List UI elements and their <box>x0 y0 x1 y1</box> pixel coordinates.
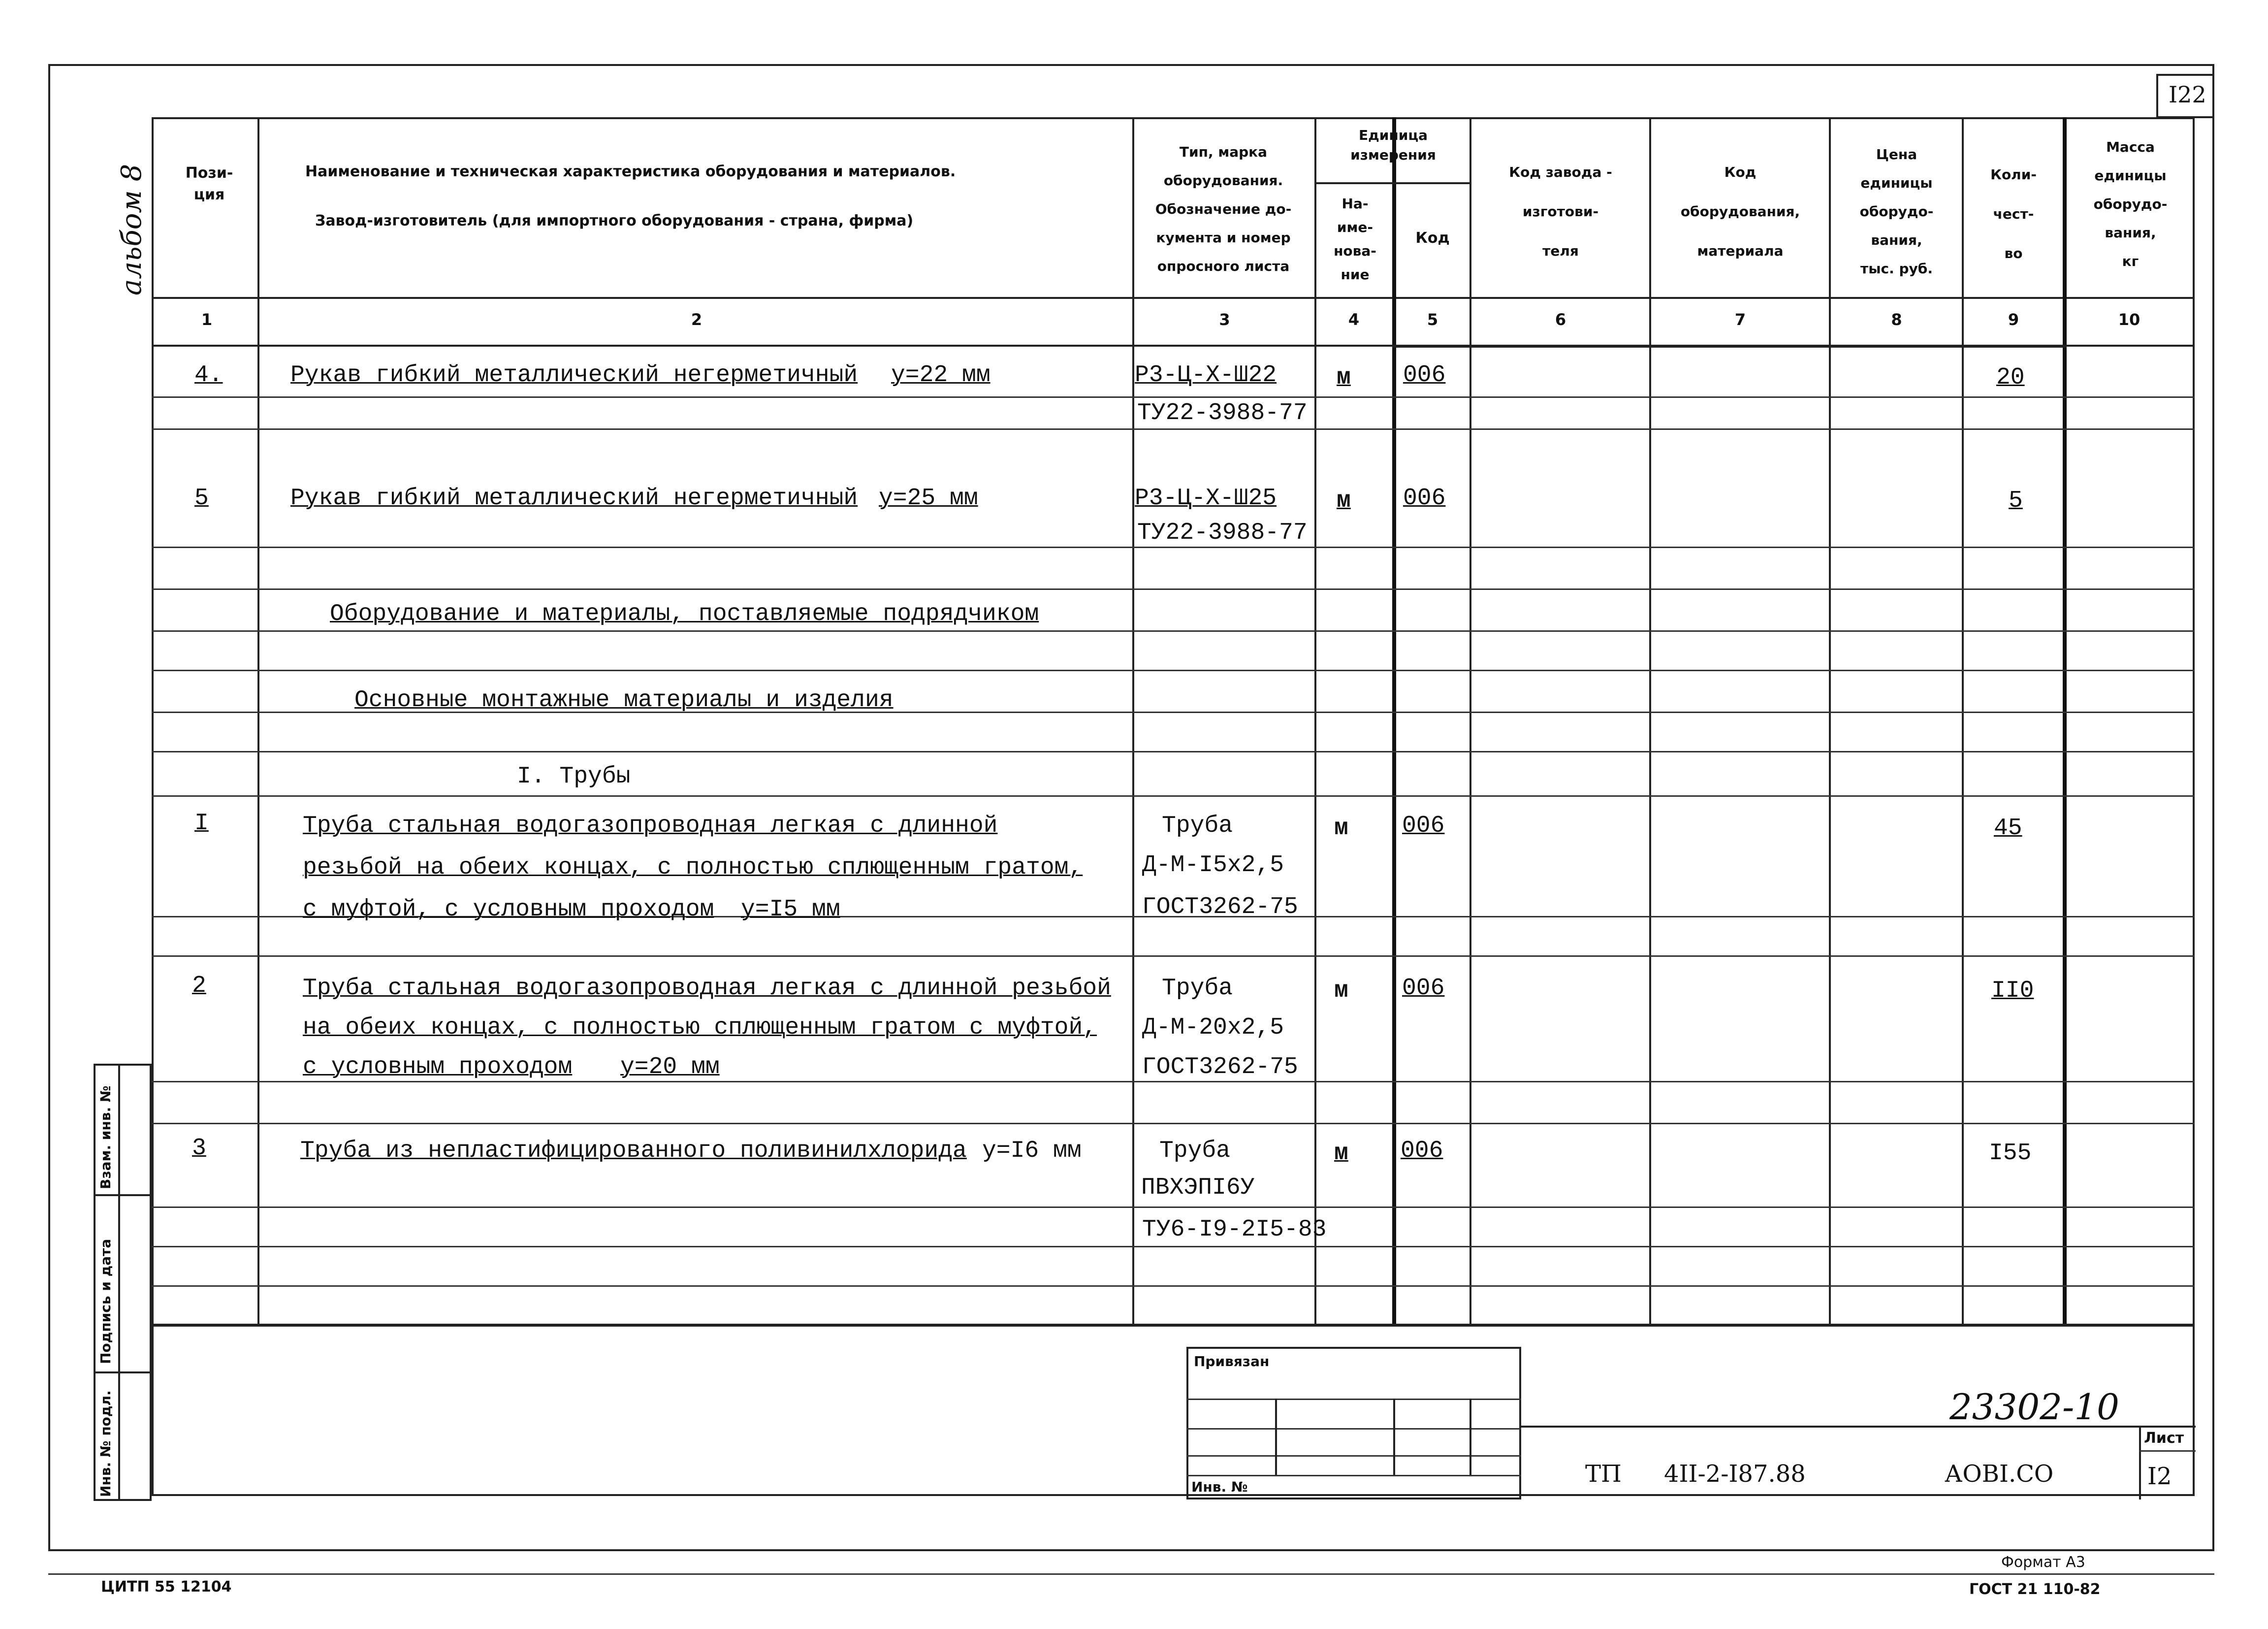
col-number: 8 <box>1891 310 1902 329</box>
header-name-line1: Наименование и техническая характеристика оборудования и материалов. <box>305 163 956 180</box>
row-name: Рукав гибкий металлический негерметичный <box>290 362 858 389</box>
header-unit-name: На- име- нова- ние <box>1334 195 1376 283</box>
row-unit: м <box>1334 1140 1348 1167</box>
row-line <box>152 795 2195 797</box>
header-name-line2: Завод-изготовитель (для импортного оборудования - страна, фирма) <box>315 212 914 229</box>
row-type: Труба <box>1159 1138 1231 1164</box>
row-line <box>152 751 2195 752</box>
doc-code: 4II-2-I87.88 <box>1664 1460 1806 1488</box>
list-number: I2 <box>2147 1463 2172 1490</box>
album-note: альбом 8 <box>116 163 148 295</box>
section-heading: I. Трубы <box>517 763 631 790</box>
col-number: 9 <box>2008 310 2019 329</box>
row-name: Труба стальная водогазопроводная легкая с длинной <box>303 813 998 839</box>
list-label: Лист <box>2144 1430 2184 1447</box>
handwritten-number: 23302-10 <box>1949 1386 2119 1428</box>
col-line-2 <box>1132 117 1134 1324</box>
col-number: 5 <box>1427 310 1438 329</box>
format-label: Формат А3 <box>2001 1554 2085 1571</box>
sheet-code: АОВI.СО <box>1945 1460 2054 1488</box>
header-divider <box>152 297 2195 299</box>
header-quantity: Коли- чест- во <box>1990 166 2037 261</box>
col-line-1 <box>257 117 259 1324</box>
side-strip-vline <box>118 1064 120 1501</box>
row-unit: м <box>1334 977 1348 1004</box>
col-line-9 <box>2063 117 2067 1324</box>
row-name-2: на обеих концах, с полностью сплющенным гратом с муфтой, <box>303 1014 1097 1041</box>
stamp-vline <box>1469 1399 1471 1475</box>
row-qty: II0 <box>1991 977 2034 1004</box>
section-heading: Основные монтажные материалы и изделия <box>354 687 894 714</box>
thick-grid-top <box>1392 345 2067 348</box>
row-type-doc: ТУ22-3988-77 <box>1137 400 1308 426</box>
row-name: Труба из непластифицированного поливинилхлорида <box>300 1138 967 1164</box>
row-name-3: с условным проходом <box>303 1054 573 1080</box>
row-type-mark: Д-М-20х2,5 <box>1142 1014 1284 1041</box>
row-position: 2 <box>192 973 206 999</box>
col-number: 7 <box>1734 310 1746 329</box>
header-unit-code: Код <box>1415 229 1450 247</box>
row-line <box>152 1206 2195 1208</box>
row-qty: I55 <box>1989 1140 2032 1167</box>
col-line-7 <box>1829 117 1831 1324</box>
row-type-doc: ТУ6-I9-2I5-83 <box>1142 1216 1327 1243</box>
row-position: I <box>194 810 209 837</box>
header-type: Тип, марка оборудования. Обозначение до- кумента и номер опросного листа <box>1155 144 1292 274</box>
col-line-4 <box>1392 117 1396 1324</box>
row-unit: м <box>1334 815 1348 842</box>
table-body-bottom <box>152 1324 2195 1327</box>
row-position: 3 <box>192 1135 206 1162</box>
row-type: Труба <box>1162 813 1233 839</box>
col-line-5 <box>1469 117 1471 1324</box>
privyazan-label: Привязан <box>1194 1353 1270 1369</box>
row-position: 5 <box>194 485 209 512</box>
side-strip-line <box>94 1371 152 1373</box>
row-code: 006 <box>1403 485 1446 512</box>
row-unit: м <box>1337 488 1351 514</box>
row-line <box>152 396 2195 398</box>
row-type-doc: ГОСТ3262-75 <box>1142 894 1298 920</box>
row-line <box>152 630 2195 632</box>
col-number: 3 <box>1219 310 1230 329</box>
row-line <box>152 1246 2195 1247</box>
side-strip-line <box>94 1194 152 1196</box>
row-unit: м <box>1337 364 1351 391</box>
header-unit-price: Цена единицы оборудо- вания, тыс. руб. <box>1859 146 1934 277</box>
row-qty: 20 <box>1996 364 2025 391</box>
row-type-doc: ГОСТ3262-75 <box>1142 1054 1298 1080</box>
inv-no-label: Инв. № <box>1191 1479 1248 1495</box>
gost-label: ГОСТ 21 110-82 <box>1969 1581 2101 1598</box>
row-dy: у=22 мм <box>891 362 990 389</box>
row-type-mark: Д-М-I5х2,5 <box>1142 852 1284 879</box>
stamp-line <box>1186 1475 1521 1476</box>
footer-line <box>48 1573 2214 1575</box>
row-qty: 45 <box>1994 815 2022 842</box>
row-code: 006 <box>1402 975 1445 1002</box>
row-line <box>152 670 2195 671</box>
inv-podl-label: Инв. № подл. <box>97 1390 114 1497</box>
col-line-6 <box>1649 117 1651 1324</box>
stamp-vline <box>1393 1399 1395 1475</box>
row-position: 4. <box>194 362 223 389</box>
header-plant-code: Код завода - изготови- теля <box>1509 164 1612 259</box>
row-code: 006 <box>1403 362 1446 389</box>
col-number: 1 <box>201 310 213 329</box>
row-line <box>152 1285 2195 1287</box>
col-number: 10 <box>2118 310 2140 329</box>
title-block-line <box>2139 1450 2196 1452</box>
col-number: 6 <box>1555 310 1566 329</box>
row-type-doc: ТУ22-3988-77 <box>1137 520 1308 546</box>
row-code: 006 <box>1402 813 1445 839</box>
section-heading: Оборудование и материалы, поставляемые подрядчиком <box>330 601 1039 627</box>
header-position: Пози- ция <box>185 164 233 203</box>
row-line <box>152 547 2195 548</box>
citp-label: ЦИТП 55 12104 <box>101 1578 232 1596</box>
row-dy: у=I5 мм <box>741 896 840 923</box>
header-mass: Масса единицы оборудо- вания, кг <box>2093 139 2168 269</box>
row-line <box>152 1123 2195 1124</box>
row-qty: 5 <box>2009 488 2023 514</box>
sheet-corner-number: I22 <box>2169 81 2206 108</box>
row-name: Труба стальная водогазопроводная легкая с длинной резьбой <box>303 975 1111 1002</box>
title-block-vline <box>2139 1426 2141 1499</box>
header-equipment-code: Код оборудования, материала <box>1680 164 1800 259</box>
header-unit-group: Единица измерения <box>1350 127 1436 163</box>
row-line <box>152 1081 2195 1082</box>
col-line-8 <box>1962 117 1964 1324</box>
stamp-vline <box>1275 1399 1277 1475</box>
row-name-2: резьбой на обеих концах, с полностью сплющенным гратом, <box>303 854 1083 881</box>
row-type-mark: ПВХЭПI6У <box>1141 1174 1255 1201</box>
row-type: Труба <box>1162 975 1233 1002</box>
col-line-3 <box>1314 117 1316 1324</box>
row-dy: у=20 мм <box>620 1054 720 1080</box>
row-name: Рукав гибкий металлический негерметичный <box>290 485 858 512</box>
row-code: 006 <box>1401 1138 1443 1164</box>
row-type: Р3-Ц-Х-Ш25 <box>1135 485 1277 512</box>
col-number: 4 <box>1348 310 1360 329</box>
row-line <box>152 588 2195 590</box>
col-number: 2 <box>691 310 703 329</box>
row-type: Р3-Ц-Х-Ш22 <box>1135 362 1277 389</box>
row-line <box>152 428 2195 430</box>
unit-group-divider <box>1314 182 1471 184</box>
vzam-label: Взам. инв. № <box>97 1085 114 1189</box>
row-name-3: с муфтой, с условным проходом <box>303 896 714 923</box>
podpis-label: Подпись и дата <box>97 1238 114 1364</box>
row-dy: у=25 мм <box>879 485 978 512</box>
row-line <box>152 955 2195 957</box>
row-dy: у=I6 мм <box>982 1138 1082 1164</box>
tp-label: ТП <box>1585 1460 1622 1488</box>
